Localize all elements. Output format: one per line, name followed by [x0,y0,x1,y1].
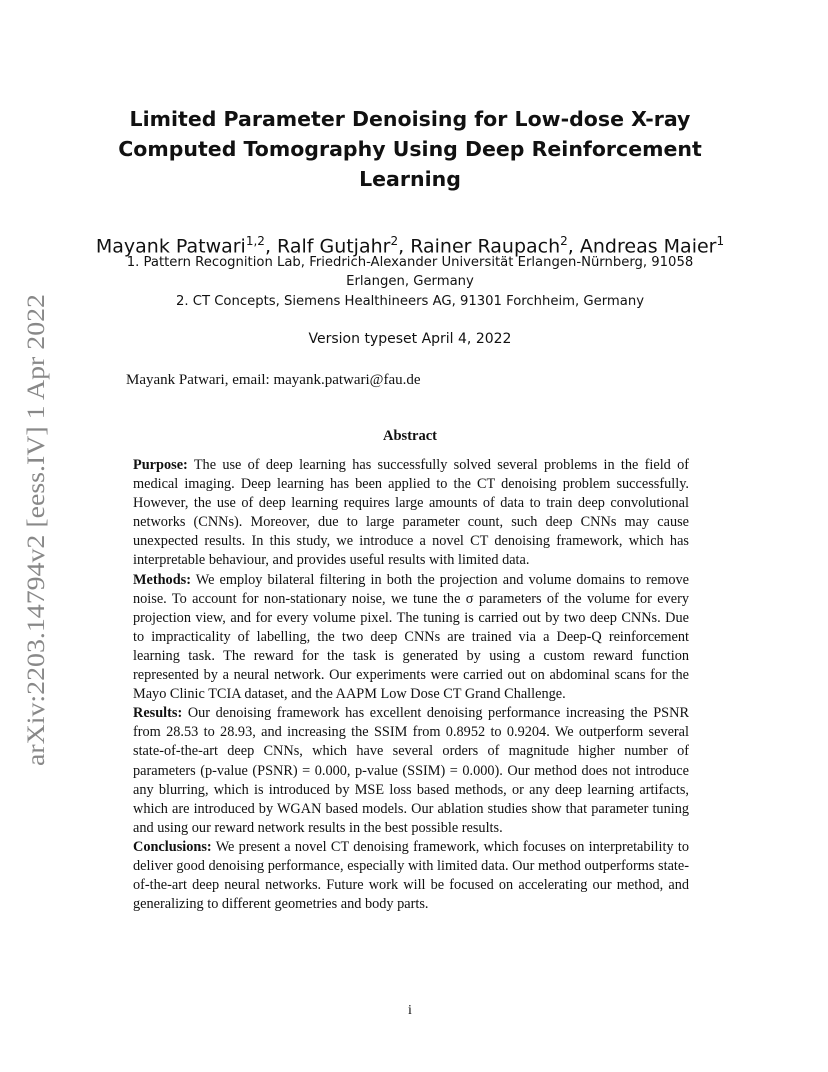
title-line-2: Computed Tomography Using Deep Reinforcement [118,137,702,161]
version-line: Version typeset April 4, 2022 [308,331,512,347]
author-affiliation-mark: 2 [390,234,399,248]
title-line-3: Learning [359,167,461,191]
arxiv-identifier: arXiv:2203.14794v2 [eess.IV] 1 Apr 2022 [23,342,50,766]
abstract-body [133,456,689,914]
page-number: i [408,1003,412,1018]
paper-title [110,104,710,194]
author-separator: , [567,235,580,258]
affiliation-1-line-1: 1. Pattern Recognition Lab, Friedrich-Alexander Universität Erlangen-Nürnberg, 91058 [126,255,694,270]
abstract-heading: Abstract [383,428,437,444]
author-affiliation-mark: 1 [716,234,725,248]
affiliation-2-line: 2. CT Concepts, Siemens Healthineers AG, 91301 Forchheim, Germany [175,294,645,309]
affiliation-1 [100,253,720,291]
conclusions-text: We present a novel CT denoising framework, which focuses on interpretability to deliver good denoising performance, especially with limited data. Our method outperforms state-of-the-art deep neural networks. Future work will be focused on accelerating our method, and generalizing to different geometries and body parts. [133,838,689,913]
affiliation-1-line-2: Erlangen, Germany [346,274,474,289]
author-separator: , [398,235,411,258]
results-text: Our denoising framework has excellent denoising performance increasing the PSNR from 28.53 to 28.93, and increasing the SSIM from 0.8952 to 0.9204. We outperform several state-of-the-art deep CNNs, which have several orders of magnitude higher number of parameters (p-value (PSNR) = 0.000, p-value (SSIM) = 0.000). Our method does not introduce any blurring, which is introduced by MSE loss based methods, or any deep learning artifacts, which are introduced by WGAN based models. Our ablation studies show that parameter tuning and using our reward network results in the best possible results. [133,705,689,836]
author-affiliation-mark: 2 [560,234,568,248]
conclusions-label: Conclusions: [133,838,212,855]
author-name: Ralf Gutjahr [277,235,391,258]
author-name: Andreas Maier [579,235,717,258]
abstract-results [133,704,689,838]
author-name: Mayank Patwari [95,235,246,258]
author-separator: , [264,235,278,258]
title-line-1: Limited Parameter Denoising for Low-dose X-ray [129,107,691,131]
abstract-conclusions [133,838,689,914]
methods-text: We employ bilateral filtering in both the projection and volume domains to remove noise. To account for non-stationary noise, we tune the σ parameters of the volume for every projection view, and for every volume pixel. The tuning is carried out by two deep CNNs. Due to impracticality of labelling, the two deep CNNs are trained via a Deep-Q reinforcement learning task. The reward for the task is generated by using a custom reward function represented by a neural network. Our experiments were carried out on abdominal scans for the Mayo Clinic TCIA dataset, and the AAPM Low Dose CT Grand Challenge. [133,571,689,703]
affiliation-2 [100,292,720,311]
author-name: Rainer Raupach [410,235,561,258]
author-affiliation-mark: 1,2 [245,234,265,248]
arxiv-side-stamp [14,290,54,770]
methods-label: Methods: [133,571,191,588]
purpose-label: Purpose: [133,457,188,473]
purpose-text: The use of deep learning has successfully solved several problems in the field of medical imaging. Deep learning has been applied to the CT denoising problem successfully. However, the use of deep learning requires large amounts of data to train deep convolutional networks (CNNs). Moreover, due to large parameter count, such deep CNNs may cause unexpected results. In this study, we introduce a novel CT denoising framework, which has interpretable behaviour, and provides useful results with limited data. [133,457,689,569]
contact-email: Mayank Patwari, email: mayank.patwari@fau.de [126,372,421,388]
abstract-purpose [133,456,689,571]
results-label: Results: [133,705,183,722]
abstract-methods [133,571,689,705]
